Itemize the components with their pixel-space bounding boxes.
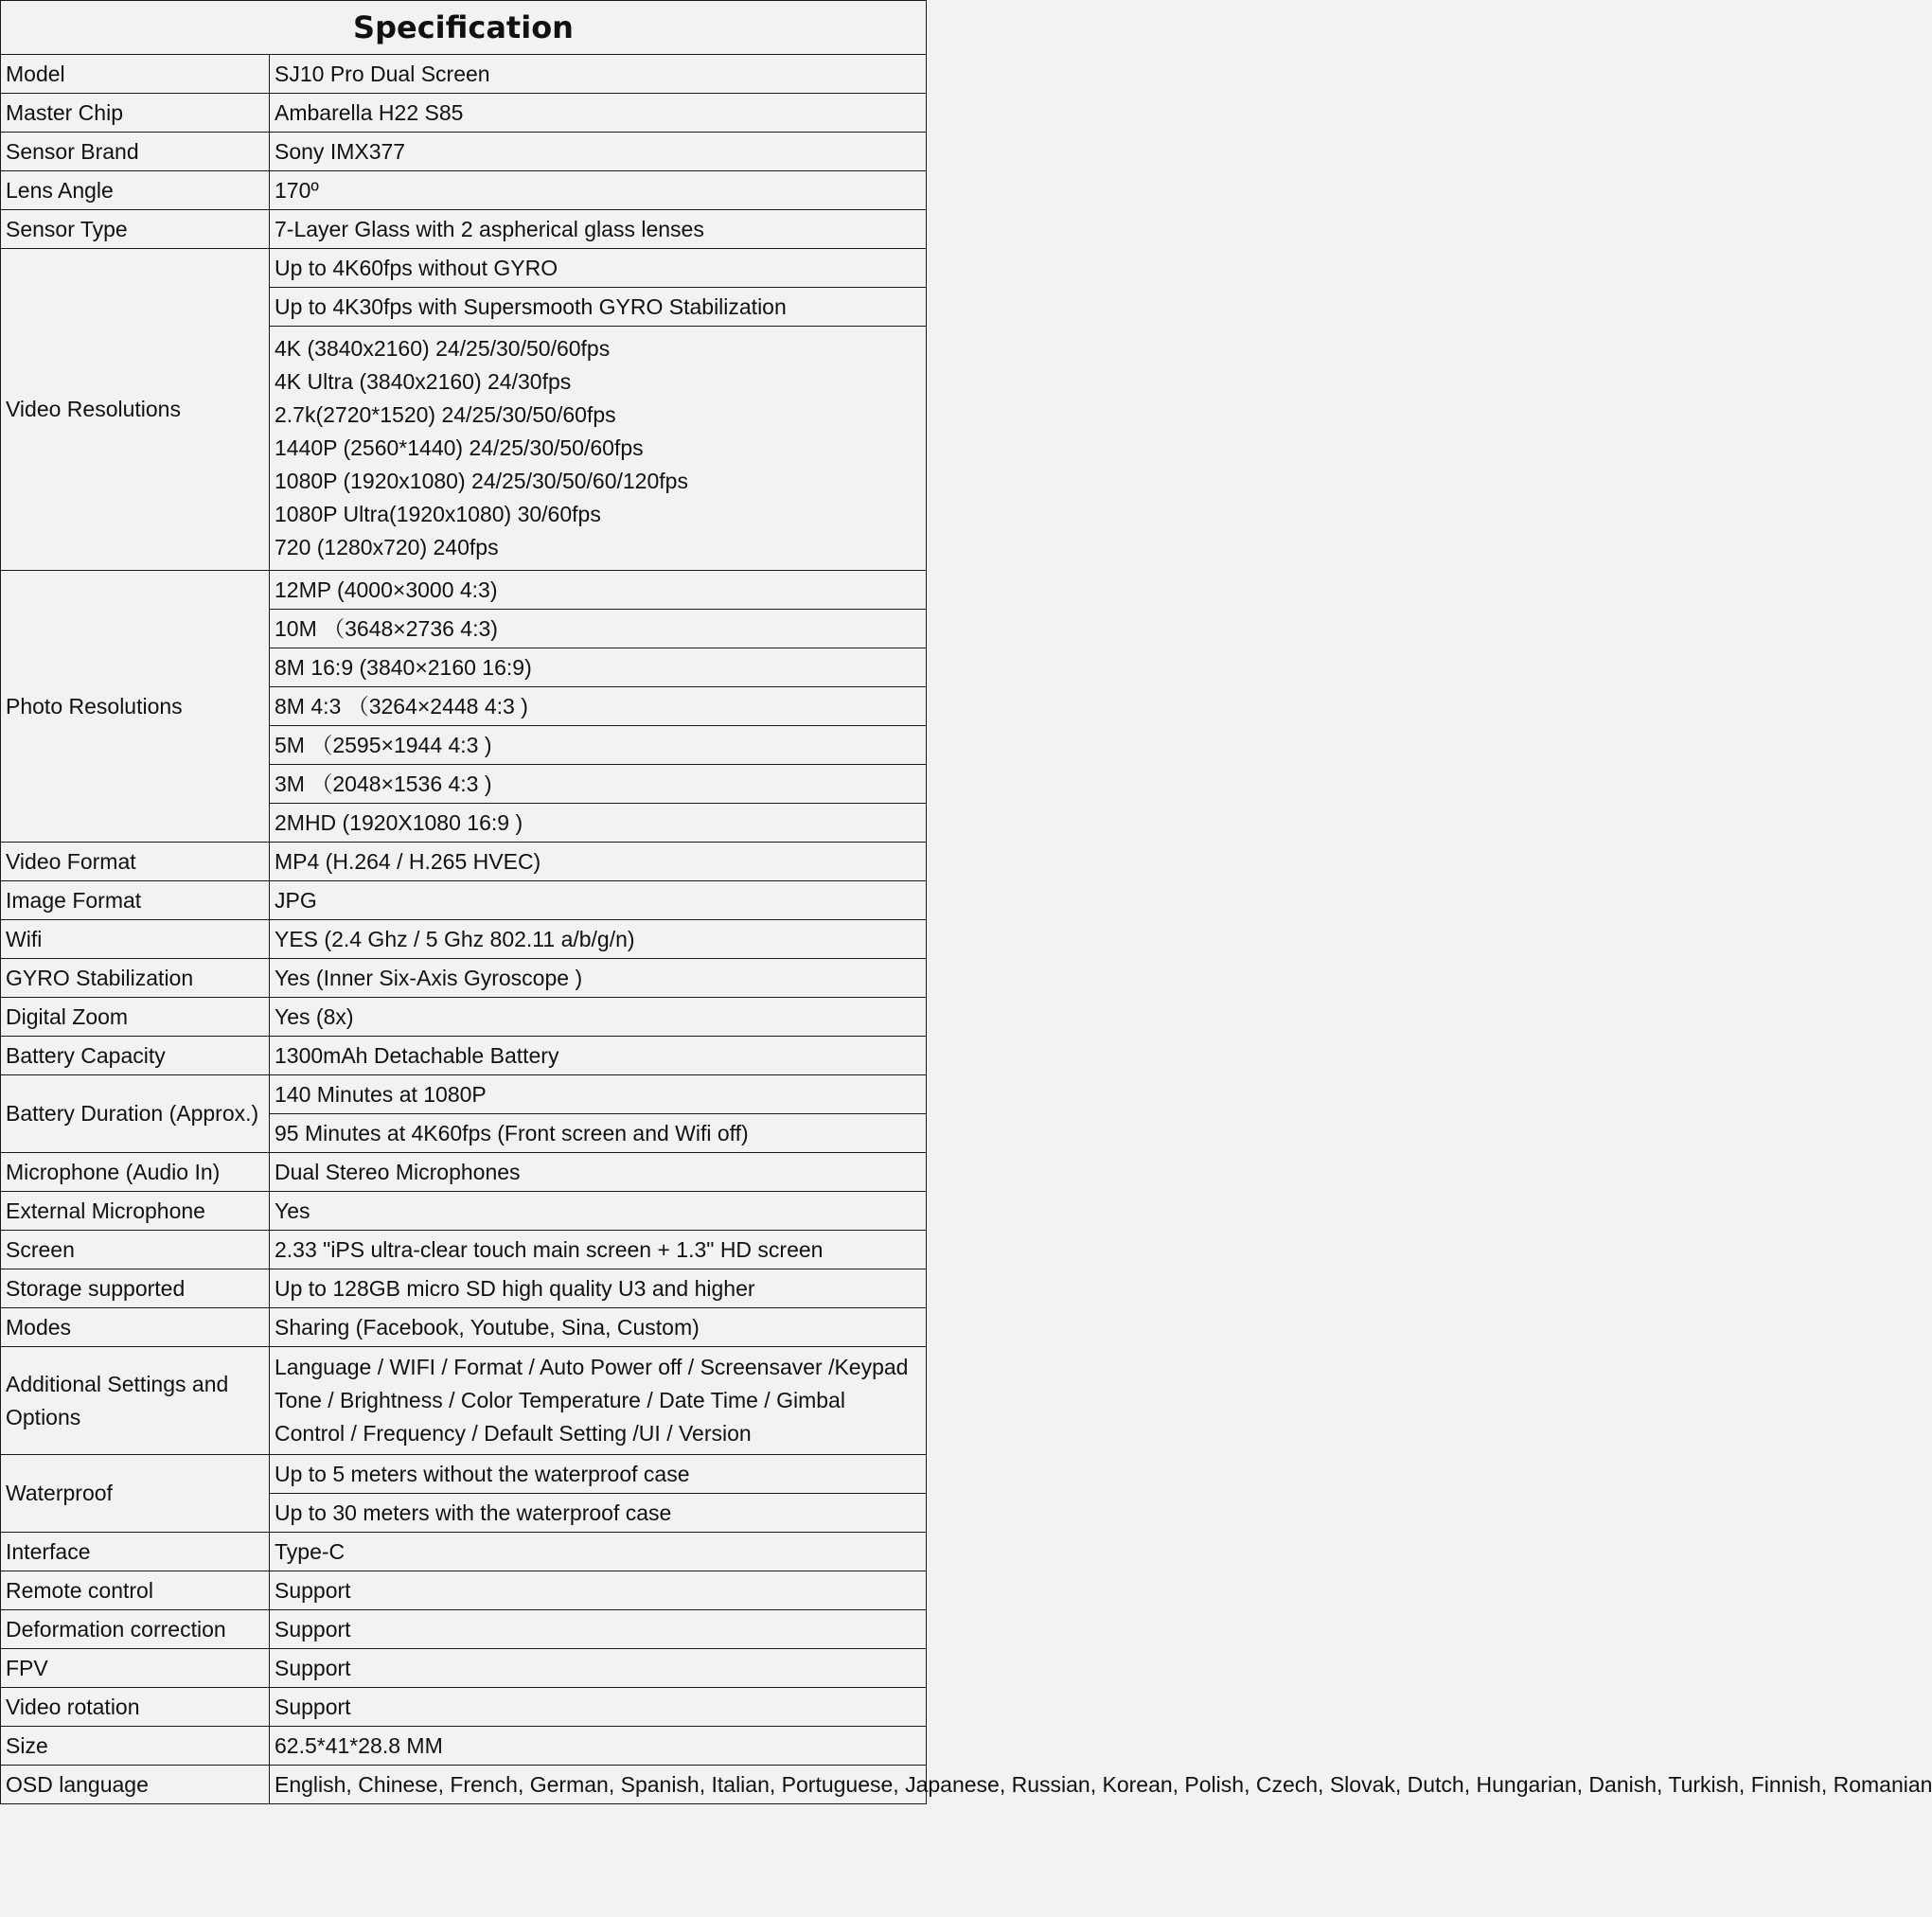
spec-label: Size — [1, 1727, 270, 1766]
spec-label: Master Chip — [1, 94, 270, 133]
table-row — [1, 94, 927, 133]
table-row — [1, 249, 927, 288]
spec-label: Photo Resolutions — [1, 571, 270, 843]
table-row — [1, 1075, 927, 1114]
table-title: Specification — [1, 1, 927, 55]
spec-value: English, Chinese, French, German, Spanish, Italian, Portuguese, Japanese, Russian, Korean, Polish, Czech, Slovak, Dutch, Hungarian, Danish, Turkish, Finnish, Romanian — [270, 1766, 927, 1804]
spec-label: Microphone (Audio In) — [1, 1153, 270, 1192]
spec-value: YES (2.4 Ghz / 5 Ghz 802.11 a/b/g/n) — [270, 920, 927, 959]
table-row — [1, 998, 927, 1037]
spec-label: Screen — [1, 1231, 270, 1269]
table-row — [1, 881, 927, 920]
spec-value: Up to 128GB micro SD high quality U3 and higher — [270, 1269, 927, 1308]
spec-value: 2.33 "iPS ultra-clear touch main screen + 1.3" HD screen — [270, 1231, 927, 1269]
spec-label: Wifi — [1, 920, 270, 959]
spec-label: Video Format — [1, 843, 270, 881]
spec-label: FPV — [1, 1649, 270, 1688]
spec-value: Sony IMX377 — [270, 133, 927, 171]
spec-value: SJ10 Pro Dual Screen — [270, 55, 927, 94]
spec-value: Support — [270, 1571, 927, 1610]
spec-label: Model — [1, 55, 270, 94]
table-row — [1, 133, 927, 171]
table-row — [1, 571, 927, 610]
spec-value: Yes (Inner Six-Axis Gyroscope ) — [270, 959, 927, 998]
table-row — [1, 959, 927, 998]
spec-value: 4K (3840x2160) 24/25/30/50/60fps 4K Ultra (3840x2160) 24/30fps 2.7k(2720*1520) 24/25/30/50/60fps 1440P (2560*1440) 24/25/30/50/60fps 1080P (1920x1080) 24/25/30/50/60/120fps 1080P Ultra(1920x1080) 30/60fps 720 (1280x720) 240fps — [270, 327, 927, 571]
spec-label: Image Format — [1, 881, 270, 920]
spec-label: Deformation correction — [1, 1610, 270, 1649]
spec-value: 5M （2595×1944 4:3 ) — [270, 726, 927, 765]
table-row — [1, 1231, 927, 1269]
spec-value: MP4 (H.264 / H.265 HVEC) — [270, 843, 927, 881]
spec-value: 170º — [270, 171, 927, 210]
spec-value: 7-Layer Glass with 2 aspherical glass lenses — [270, 210, 927, 249]
spec-label: GYRO Stabilization — [1, 959, 270, 998]
table-row — [1, 1766, 927, 1804]
spec-value: Support — [270, 1688, 927, 1727]
spec-label: Remote control — [1, 1571, 270, 1610]
spec-value: 10M （3648×2736 4:3) — [270, 610, 927, 648]
spec-label: Waterproof — [1, 1455, 270, 1533]
table-row — [1, 1688, 927, 1727]
table-row — [1, 1571, 927, 1610]
table-row — [1, 920, 927, 959]
table-row — [1, 1610, 927, 1649]
spec-label: Video rotation — [1, 1688, 270, 1727]
spec-value: Sharing (Facebook, Youtube, Sina, Custom) — [270, 1308, 927, 1347]
spec-value: 1300mAh Detachable Battery — [270, 1037, 927, 1075]
spec-label: Video Resolutions — [1, 249, 270, 571]
spec-value: 2MHD (1920X1080 16:9 ) — [270, 804, 927, 843]
table-row — [1, 1727, 927, 1766]
spec-value: Ambarella H22 S85 — [270, 94, 927, 133]
spec-value: 3M （2048×1536 4:3 ) — [270, 765, 927, 804]
spec-label: Battery Capacity — [1, 1037, 270, 1075]
spec-value: 140 Minutes at 1080P — [270, 1075, 927, 1114]
table-row — [1, 1455, 927, 1494]
spec-value: 8M 16:9 (3840×2160 16:9) — [270, 648, 927, 687]
spec-value: 95 Minutes at 4K60fps (Front screen and Wifi off) — [270, 1114, 927, 1153]
table-row — [1, 1308, 927, 1347]
table-row — [1, 1649, 927, 1688]
spec-value: Up to 5 meters without the waterproof case — [270, 1455, 927, 1494]
table-row — [1, 171, 927, 210]
spec-value: Up to 4K30fps with Supersmooth GYRO Stabilization — [270, 288, 927, 327]
spec-value: Support — [270, 1649, 927, 1688]
spec-value: Support — [270, 1610, 927, 1649]
spec-value: Dual Stereo Microphones — [270, 1153, 927, 1192]
table-row — [1, 1533, 927, 1571]
spec-label: Battery Duration (Approx.) — [1, 1075, 270, 1153]
spec-label: Storage supported — [1, 1269, 270, 1308]
spec-label: Modes — [1, 1308, 270, 1347]
table-row — [1, 843, 927, 881]
spec-label: External Microphone — [1, 1192, 270, 1231]
specification-rows — [1, 55, 1932, 1804]
table-row — [1, 1347, 927, 1455]
spec-value: JPG — [270, 881, 927, 920]
spec-label: Interface — [1, 1533, 270, 1571]
spec-label: Lens Angle — [1, 171, 270, 210]
spec-value: 8M 4:3 （3264×2448 4:3 ) — [270, 687, 927, 726]
spec-label: OSD language — [1, 1766, 270, 1804]
table-row — [1, 210, 927, 249]
spec-value: 62.5*41*28.8 MM — [270, 1727, 927, 1766]
table-row — [1, 1192, 927, 1231]
table-row — [1, 55, 927, 94]
spec-value: Yes — [270, 1192, 927, 1231]
spec-value: Type-C — [270, 1533, 927, 1571]
spec-label: Digital Zoom — [1, 998, 270, 1037]
spec-label: Sensor Type — [1, 210, 270, 249]
table-row — [1, 1269, 927, 1308]
spec-value: Up to 4K60fps without GYRO — [270, 249, 927, 288]
spec-value: Language / WIFI / Format / Auto Power off / Screensaver /Keypad Tone / Brightness / Color Temperature / Date Time / Gimbal Control / Frequency / Default Setting /UI / Version — [270, 1347, 927, 1455]
spec-value: Up to 30 meters with the waterproof case — [270, 1494, 927, 1533]
spec-value: Yes (8x) — [270, 998, 927, 1037]
spec-value: 12MP (4000×3000 4:3) — [270, 571, 927, 610]
spec-label: Sensor Brand — [1, 133, 270, 171]
spec-label: Additional Settings and Options — [1, 1347, 270, 1455]
table-row — [1, 1153, 927, 1192]
table-row — [1, 1037, 927, 1075]
